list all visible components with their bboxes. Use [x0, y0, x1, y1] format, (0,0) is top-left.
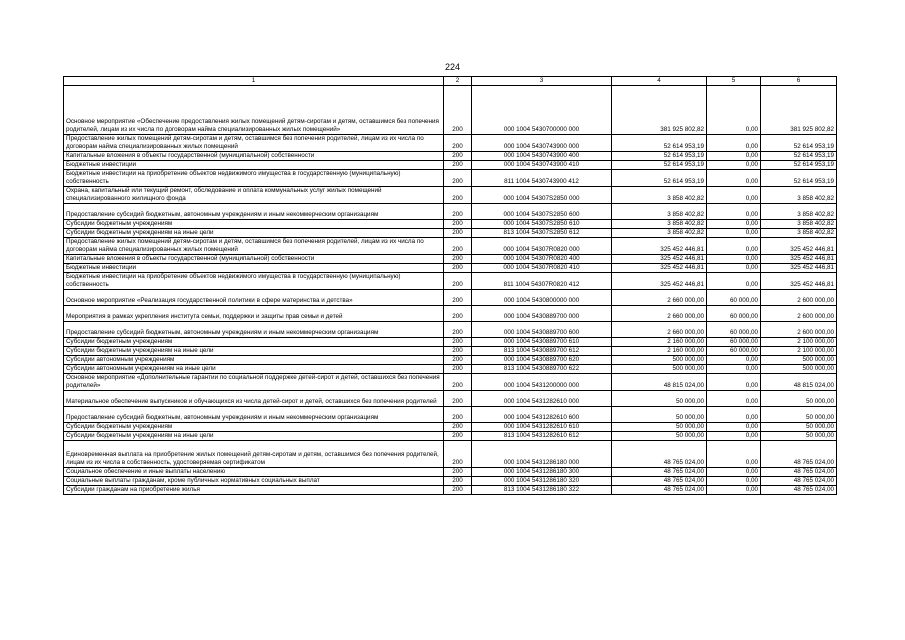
cell-classification: 000 1004 5431282610 000 — [472, 391, 612, 407]
cell-classification: 811 1004 54307R0820 412 — [472, 273, 612, 290]
cell-approved: 50 000,00 — [612, 423, 707, 432]
cell-code: 200 — [444, 264, 472, 273]
cell-approved: 2 160 000,00 — [612, 338, 707, 347]
cell-total: 2 100 000,00 — [761, 347, 837, 356]
cell-total: 2 600 000,00 — [761, 290, 837, 306]
cell-code: 200 — [444, 441, 472, 468]
cell-approved: 325 452 446,81 — [612, 264, 707, 273]
cell-classification: 000 1004 5430743900 400 — [472, 152, 612, 161]
cell-code: 200 — [444, 152, 472, 161]
cell-code: 200 — [444, 347, 472, 356]
cell-total: 48 815 024,00 — [761, 374, 837, 391]
cell-name: Субсидии автономным учреждениям на иные цели — [64, 365, 444, 374]
column-header: 5 — [707, 77, 761, 86]
cell-name: Предоставление субсидий бюджетным, автономным учреждениям и иным некоммерческим организациям — [64, 407, 444, 423]
column-header: 3 — [472, 77, 612, 86]
cell-changes: 0,00 — [707, 374, 761, 391]
cell-code: 200 — [444, 407, 472, 423]
cell-classification: 000 1004 5431286180 300 — [472, 468, 612, 477]
cell-name: Мероприятия в рамках укрепления института семьи, поддержки и защиты прав семьи и детей — [64, 306, 444, 322]
table-row — [64, 391, 837, 407]
cell-code: 200 — [444, 255, 472, 264]
cell-approved: 3 858 402,82 — [612, 229, 707, 238]
cell-approved: 325 452 446,81 — [612, 273, 707, 290]
cell-code: 200 — [444, 423, 472, 432]
cell-code: 200 — [444, 170, 472, 187]
table-row — [64, 273, 837, 290]
cell-code: 200 — [444, 365, 472, 374]
cell-changes: 0,00 — [707, 135, 761, 152]
page-number: 224 — [444, 62, 461, 72]
cell-changes: 0,00 — [707, 229, 761, 238]
cell-approved: 2 660 000,00 — [612, 322, 707, 338]
cell-total: 50 000,00 — [761, 423, 837, 432]
cell-name: Предоставление жилых помещений детям-сиротам и детям, оставшимся без попечения родителей, лицам из их числа по договорам найма специализированных жилых помещений — [64, 135, 444, 152]
cell-code: 200 — [444, 161, 472, 170]
cell-name: Основное мероприятие «Реализация государственной политики в сфере материнства и детства» — [64, 290, 444, 306]
table-row — [64, 238, 837, 255]
cell-code: 200 — [444, 220, 472, 229]
table-row — [64, 229, 837, 238]
cell-approved: 50 000,00 — [612, 407, 707, 423]
cell-code: 200 — [444, 187, 472, 204]
cell-classification: 000 1004 54307R0820 410 — [472, 264, 612, 273]
cell-changes: 0,00 — [707, 86, 761, 135]
cell-name: Единовременная выплата на приобретение жилых помещений детям-сиротам и детям, оставшимся без попечения родителей, лицам из их числа в собственность, удостоверяемая сертификатом — [64, 441, 444, 468]
cell-classification: 000 1004 5430889700 610 — [472, 338, 612, 347]
cell-changes: 0,00 — [707, 486, 761, 495]
table-row — [64, 170, 837, 187]
cell-classification: 000 1004 5430743900 000 — [472, 135, 612, 152]
table-row — [64, 423, 837, 432]
cell-approved: 52 614 953,19 — [612, 152, 707, 161]
cell-classification: 000 1004 5430889700 000 — [472, 306, 612, 322]
cell-code: 200 — [444, 477, 472, 486]
cell-name: Субсидии бюджетным учреждениям на иные цели — [64, 229, 444, 238]
cell-classification: 813 1004 5431282610 612 — [472, 432, 612, 441]
cell-code: 200 — [444, 338, 472, 347]
cell-changes: 0,00 — [707, 170, 761, 187]
table-row — [64, 338, 837, 347]
cell-changes: 0,00 — [707, 423, 761, 432]
cell-approved: 52 614 953,19 — [612, 135, 707, 152]
column-header: 1 — [64, 77, 444, 86]
cell-name: Бюджетные инвестиции — [64, 264, 444, 273]
table-row — [64, 468, 837, 477]
column-header: 4 — [612, 77, 707, 86]
cell-code: 200 — [444, 356, 472, 365]
cell-changes: 0,00 — [707, 356, 761, 365]
cell-changes: 0,00 — [707, 204, 761, 220]
cell-total: 50 000,00 — [761, 432, 837, 441]
cell-total: 500 000,00 — [761, 365, 837, 374]
cell-changes: 0,00 — [707, 255, 761, 264]
cell-name: Субсидии автономным учреждениям — [64, 356, 444, 365]
cell-total: 325 452 446,81 — [761, 255, 837, 264]
cell-total: 52 614 953,19 — [761, 161, 837, 170]
cell-code: 200 — [444, 86, 472, 135]
cell-name: Субсидии бюджетным учреждениям — [64, 338, 444, 347]
cell-name: Субсидии бюджетным учреждениям на иные цели — [64, 432, 444, 441]
cell-name: Бюджетные инвестиции на приобретение объектов недвижимого имущества в государственную (муниципальную) собственность — [64, 170, 444, 187]
cell-approved: 325 452 446,81 — [612, 255, 707, 264]
cell-changes: 0,00 — [707, 407, 761, 423]
cell-changes: 0,00 — [707, 264, 761, 273]
cell-classification: 813 1004 5431286180 322 — [472, 486, 612, 495]
cell-approved: 48 765 024,00 — [612, 468, 707, 477]
cell-total: 3 858 402,82 — [761, 229, 837, 238]
cell-name: Охрана, капитальный или текущий ремонт, обследование и оплата коммунальных услуг жилых помещений специализированного жилищного фонда — [64, 187, 444, 204]
cell-classification: 000 1004 5431282610 610 — [472, 423, 612, 432]
cell-changes: 0,00 — [707, 152, 761, 161]
cell-code: 200 — [444, 322, 472, 338]
cell-code: 200 — [444, 135, 472, 152]
cell-approved: 500 000,00 — [612, 356, 707, 365]
cell-classification: 000 1004 54307S2850 610 — [472, 220, 612, 229]
cell-changes: 60 000,00 — [707, 338, 761, 347]
cell-approved: 381 925 802,82 — [612, 86, 707, 135]
cell-classification: 000 1004 5431282610 600 — [472, 407, 612, 423]
cell-changes: 0,00 — [707, 238, 761, 255]
cell-approved: 2 660 000,00 — [612, 306, 707, 322]
cell-name: Субсидии бюджетным учреждениям — [64, 220, 444, 229]
cell-classification: 000 1004 5430743900 410 — [472, 161, 612, 170]
cell-name: Бюджетные инвестиции на приобретение объектов недвижимого имущества в государственную (муниципальную) собственность — [64, 273, 444, 290]
table-row — [64, 152, 837, 161]
cell-approved: 52 614 953,19 — [612, 170, 707, 187]
cell-name: Социальное обеспечение и иные выплаты населению — [64, 468, 444, 477]
cell-classification: 000 1004 5431286180 320 — [472, 477, 612, 486]
cell-approved: 2 160 000,00 — [612, 347, 707, 356]
column-header: 6 — [761, 77, 837, 86]
cell-total: 381 925 802,82 — [761, 86, 837, 135]
table-row — [64, 187, 837, 204]
cell-changes: 0,00 — [707, 220, 761, 229]
cell-total: 2 600 000,00 — [761, 306, 837, 322]
cell-name: Капитальные вложения в объекты государственной (муниципальной) собственности — [64, 255, 444, 264]
table-row — [64, 365, 837, 374]
cell-classification: 000 1004 5430700000 000 — [472, 86, 612, 135]
cell-classification: 811 1004 5430743900 412 — [472, 170, 612, 187]
cell-approved: 2 660 000,00 — [612, 290, 707, 306]
budget-table — [63, 76, 837, 495]
cell-total: 52 614 953,19 — [761, 170, 837, 187]
cell-name: Субсидии гражданам на приобретение жилья — [64, 486, 444, 495]
cell-classification: 813 1004 5430889700 622 — [472, 365, 612, 374]
cell-changes: 0,00 — [707, 187, 761, 204]
table-row — [64, 264, 837, 273]
table-row — [64, 407, 837, 423]
cell-total: 3 858 402,82 — [761, 204, 837, 220]
cell-name: Субсидии бюджетным учреждениям на иные цели — [64, 347, 444, 356]
cell-changes: 0,00 — [707, 477, 761, 486]
cell-approved: 3 858 402,82 — [612, 220, 707, 229]
cell-classification: 000 1004 5430800000 000 — [472, 290, 612, 306]
cell-classification: 000 1004 54307S2850 000 — [472, 187, 612, 204]
cell-classification: 000 1004 5430889700 600 — [472, 322, 612, 338]
cell-name: Социальные выплаты гражданам, кроме публичных нормативных социальных выплат — [64, 477, 444, 486]
table-row — [64, 255, 837, 264]
column-header: 2 — [444, 77, 472, 86]
cell-name: Основное мероприятие «Обеспечение предоставления жилых помещений детям-сиротам и детям, оставшимся без попечения родителей, лицам из их числа по договорам найма специализированных жилых помещений» — [64, 86, 444, 135]
cell-total: 48 765 024,00 — [761, 477, 837, 486]
cell-changes: 0,00 — [707, 161, 761, 170]
cell-approved: 48 815 024,00 — [612, 374, 707, 391]
cell-classification: 000 1004 54307R0820 000 — [472, 238, 612, 255]
cell-changes: 60 000,00 — [707, 322, 761, 338]
cell-approved: 50 000,00 — [612, 391, 707, 407]
cell-total: 500 000,00 — [761, 356, 837, 365]
cell-total: 52 614 953,19 — [761, 135, 837, 152]
header-row — [64, 77, 837, 86]
cell-code: 200 — [444, 486, 472, 495]
cell-approved: 48 765 024,00 — [612, 486, 707, 495]
table-row — [64, 374, 837, 391]
table-row — [64, 432, 837, 441]
cell-total: 325 452 446,81 — [761, 264, 837, 273]
cell-code: 200 — [444, 273, 472, 290]
cell-classification: 000 1004 5431200000 000 — [472, 374, 612, 391]
cell-code: 200 — [444, 432, 472, 441]
cell-total: 50 000,00 — [761, 407, 837, 423]
cell-code: 200 — [444, 306, 472, 322]
cell-changes: 0,00 — [707, 441, 761, 468]
cell-changes: 0,00 — [707, 432, 761, 441]
cell-total: 3 858 402,82 — [761, 187, 837, 204]
cell-name: Бюджетные инвестиции — [64, 161, 444, 170]
cell-changes: 60 000,00 — [707, 347, 761, 356]
table-row — [64, 290, 837, 306]
table-row — [64, 86, 837, 135]
table-row — [64, 441, 837, 468]
cell-name: Субсидии бюджетным учреждениям — [64, 423, 444, 432]
table-row — [64, 306, 837, 322]
table-row — [64, 477, 837, 486]
cell-changes: 0,00 — [707, 468, 761, 477]
cell-approved: 3 858 402,82 — [612, 187, 707, 204]
cell-changes: 0,00 — [707, 365, 761, 374]
cell-total: 48 765 024,00 — [761, 468, 837, 477]
cell-approved: 48 765 024,00 — [612, 477, 707, 486]
cell-name: Капитальные вложения в объекты государственной (муниципальной) собственности — [64, 152, 444, 161]
cell-approved: 50 000,00 — [612, 432, 707, 441]
table-row — [64, 322, 837, 338]
cell-code: 200 — [444, 204, 472, 220]
cell-code: 200 — [444, 468, 472, 477]
table-row — [64, 135, 837, 152]
cell-classification: 000 1004 5430889700 620 — [472, 356, 612, 365]
cell-total: 325 452 446,81 — [761, 273, 837, 290]
cell-classification: 813 1004 54307S2850 612 — [472, 229, 612, 238]
cell-total: 48 765 024,00 — [761, 441, 837, 468]
cell-code: 200 — [444, 290, 472, 306]
cell-name: Предоставление субсидий бюджетным, автономным учреждениям и иным некоммерческим организациям — [64, 322, 444, 338]
cell-changes: 60 000,00 — [707, 306, 761, 322]
cell-total: 2 600 000,00 — [761, 322, 837, 338]
cell-classification: 000 1004 54307S2850 600 — [472, 204, 612, 220]
table-row — [64, 161, 837, 170]
table-row — [64, 356, 837, 365]
cell-changes: 0,00 — [707, 273, 761, 290]
cell-total: 3 858 402,82 — [761, 220, 837, 229]
table-row — [64, 347, 837, 356]
cell-changes: 60 000,00 — [707, 290, 761, 306]
table-row — [64, 486, 837, 495]
cell-approved: 48 765 024,00 — [612, 441, 707, 468]
cell-name: Материальное обеспечение выпускников и обучающихся из числа детей-сирот и детей, оставшихся без попечения родителей — [64, 391, 444, 407]
cell-code: 200 — [444, 391, 472, 407]
cell-approved: 3 858 402,82 — [612, 204, 707, 220]
cell-total: 52 614 953,19 — [761, 152, 837, 161]
cell-name: Предоставление жилых помещений детям-сиротам и детям, оставшимся без попечения родителей, лицам из их числа по договорам найма специализированных жилых помещений — [64, 238, 444, 255]
cell-name: Предоставление субсидий бюджетным, автономным учреждениям и иным некоммерческим организациям — [64, 204, 444, 220]
cell-approved: 325 452 446,81 — [612, 238, 707, 255]
cell-changes: 0,00 — [707, 391, 761, 407]
cell-classification: 000 1004 5431286180 000 — [472, 441, 612, 468]
cell-classification: 000 1004 54307R0820 400 — [472, 255, 612, 264]
table-body — [64, 86, 837, 495]
table-row — [64, 204, 837, 220]
cell-code: 200 — [444, 374, 472, 391]
table-row — [64, 220, 837, 229]
cell-code: 200 — [444, 238, 472, 255]
cell-approved: 52 614 953,19 — [612, 161, 707, 170]
cell-code: 200 — [444, 229, 472, 238]
cell-name: Основное мероприятие «Дополнительные гарантии по социальной поддержке детей-сирот и детей, оставшихся без попечения родителей» — [64, 374, 444, 391]
cell-total: 2 100 000,00 — [761, 338, 837, 347]
cell-total: 325 452 446,81 — [761, 238, 837, 255]
cell-total: 50 000,00 — [761, 391, 837, 407]
cell-approved: 500 000,00 — [612, 365, 707, 374]
cell-total: 48 765 024,00 — [761, 486, 837, 495]
cell-classification: 813 1004 5430889700 612 — [472, 347, 612, 356]
